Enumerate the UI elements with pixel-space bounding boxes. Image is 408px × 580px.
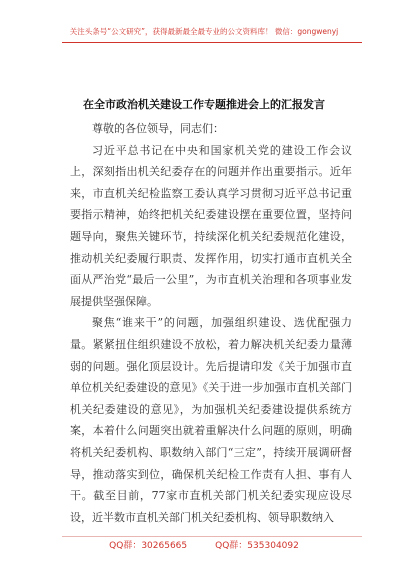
salutation: 尊敬的各位领导，同志们： xyxy=(92,122,224,135)
footer-divider xyxy=(62,536,362,537)
header-note: 关注头条号“公文研究”，获得最新最全最专业的公文资料库！ 微信：gongwenyj xyxy=(69,27,339,36)
document-title: 在全市政治机关建设工作专题推进会上的汇报发言 xyxy=(83,98,325,111)
footer-qq-group-2: QQ群：535304092 xyxy=(215,541,299,551)
header-divider xyxy=(62,42,362,43)
body-paragraph-2: 聚焦“谁来干”的问题，加强组织建设、选优配强力量。紧紧扭住组织建设不放松，着力解决机关纪委力量薄弱的问题。强化顶层设计。先后提请印发《关于加强市直单位机关纪委建设的意见》《关于进一步加强市直机关部门机关纪委建设的意见》，为加强机关纪委建设提供系统方案，本着什么问题突出就着重解决什么问题的原则，明确将机关纪委机构、职数纳入部门“三定”，持续开展调研督导，推动落实到位，确保机关纪检工作责有人担、事有人干。截至目前，77家市直机关部门机关纪委实现应设尽设，近半数市直机关部门机关纪委机构、领导职数纳入 xyxy=(70,316,352,524)
footer-qq-group-1: QQ群：30265665 xyxy=(109,541,188,551)
body-paragraph-1: 习近平总书记在中央和国家机关党的建设工作会议上，深刻指出机关纪委存在的问题并作出重要指示。近年来，市直机关纪检监察工委认真学习贯彻习近平总书记重要指示精神，始终把机关纪委建设摆在重要位置，坚持问题导向，聚焦关键环节，持续深化机关纪委规范化建设，推动机关纪委履行职责、发挥作用，切实打通市直机关全面从严治党“最后一公里”，为市直机关治理和各项事业发展提供坚强保障。 xyxy=(70,143,352,308)
document-body xyxy=(70,118,352,528)
footer-qq-groups xyxy=(0,538,408,551)
